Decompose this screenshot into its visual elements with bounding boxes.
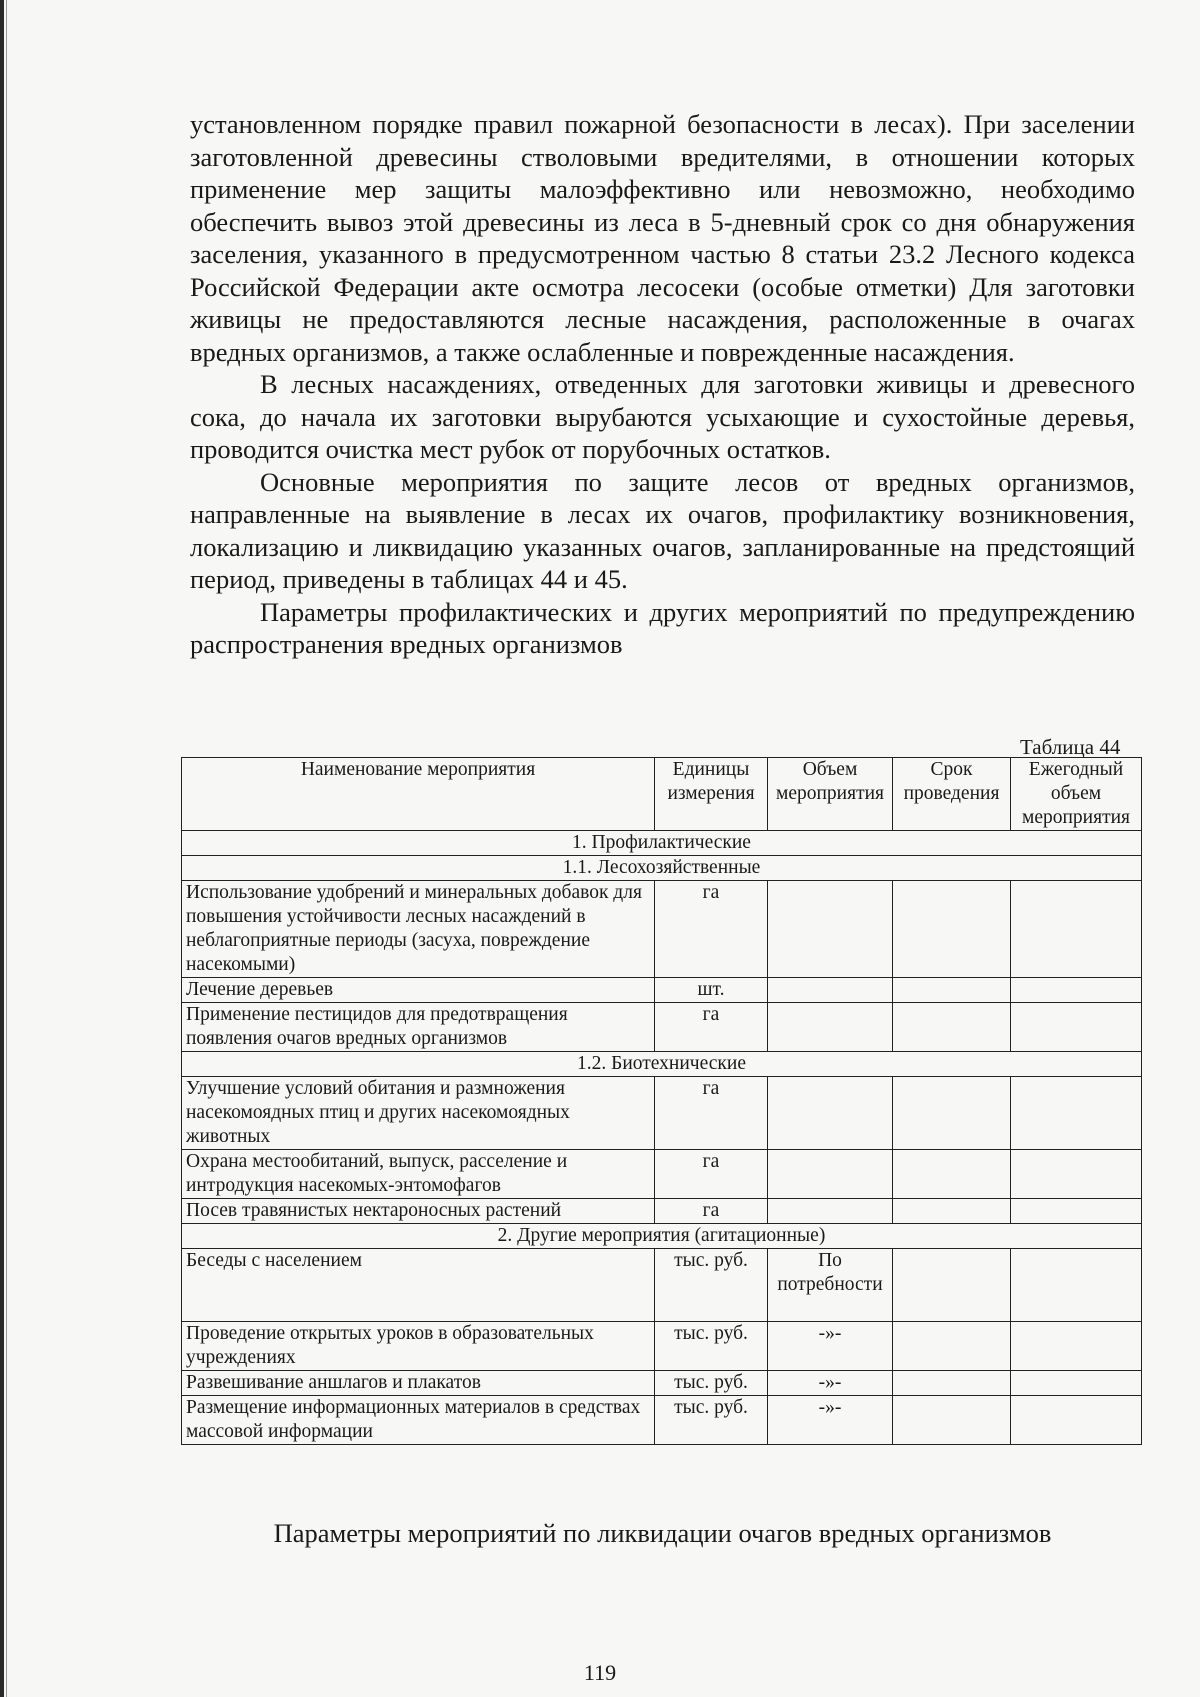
row-unit: тыс. руб. — [655, 1322, 768, 1371]
row-unit: тыс. руб. — [655, 1249, 768, 1322]
paragraph-2: В лесных насаждениях, отведенных для заготовки живицы и древесного сока, до начала их заготовки вырубаются усыхающие и сухостойные деревья, проводится очистка мест рубок от порубочных остатков. — [190, 369, 1135, 464]
row-term — [893, 978, 1011, 1003]
section-row — [182, 856, 1142, 881]
table-row — [182, 881, 1142, 978]
row-annual — [1011, 1371, 1142, 1396]
row-annual — [1011, 1249, 1142, 1322]
table-row — [182, 1003, 1142, 1052]
row-term — [893, 1199, 1011, 1224]
scan-edge — [0, 0, 4, 1697]
row-volume: -»- — [768, 1322, 893, 1371]
row-volume: По потребности — [768, 1249, 893, 1322]
section-1-2: 1.2. Биотехнические — [182, 1052, 1142, 1077]
row-name: Развешивание аншлагов и плакатов — [182, 1371, 655, 1396]
row-volume: -»- — [768, 1396, 893, 1445]
section-row — [182, 1052, 1142, 1077]
row-volume — [768, 1077, 893, 1150]
table-row — [182, 978, 1142, 1003]
row-name: Посев травянистых нектароносных растений — [182, 1199, 655, 1224]
row-name: Охрана местообитаний, выпуск, расселение и интродукция насекомых-энтомофагов — [182, 1150, 655, 1199]
row-unit: шт. — [655, 978, 768, 1003]
row-annual — [1011, 881, 1142, 978]
table-row — [182, 1249, 1142, 1322]
row-name: Лечение деревьев — [182, 978, 655, 1003]
row-unit: га — [655, 1150, 768, 1199]
row-volume — [768, 978, 893, 1003]
row-term — [893, 1396, 1011, 1445]
table-row — [182, 1371, 1142, 1396]
section-2: 2. Другие мероприятия (агитационные) — [182, 1224, 1142, 1249]
row-term — [893, 1371, 1011, 1396]
row-annual — [1011, 1003, 1142, 1052]
row-annual — [1011, 1199, 1142, 1224]
table-row — [182, 1077, 1142, 1150]
table-row — [182, 1396, 1142, 1445]
page-number: 119 — [583, 1660, 617, 1685]
table-header-row — [182, 758, 1142, 831]
row-annual — [1011, 1077, 1142, 1150]
table-row — [182, 1150, 1142, 1199]
row-volume: -»- — [768, 1371, 893, 1396]
row-volume — [768, 1199, 893, 1224]
row-volume — [768, 881, 893, 978]
section-1: 1. Профилактические — [182, 831, 1142, 856]
table-row — [182, 1322, 1142, 1371]
table-caption: Таблица 44 — [1020, 735, 1121, 759]
row-annual — [1011, 1396, 1142, 1445]
row-annual — [1011, 1150, 1142, 1199]
row-term — [893, 1003, 1011, 1052]
row-name: Улучшение условий обитания и размножения насекомоядных птиц и других насекомоядных животных — [182, 1077, 655, 1150]
header-name: Наименование мероприятия — [182, 758, 655, 831]
section-row — [182, 831, 1142, 856]
row-volume — [768, 1150, 893, 1199]
row-unit: тыс. руб. — [655, 1371, 768, 1396]
row-unit: тыс. руб. — [655, 1396, 768, 1445]
row-unit: га — [655, 881, 768, 978]
table-row — [182, 1199, 1142, 1224]
table-44 — [181, 757, 1141, 1445]
header-term: Срок проведения — [893, 758, 1011, 831]
row-name: Беседы с населением — [182, 1249, 655, 1322]
row-unit: га — [655, 1199, 768, 1224]
row-term — [893, 1077, 1011, 1150]
row-unit: га — [655, 1077, 768, 1150]
row-name: Применение пестицидов для предотвращения появления очагов вредных организмов — [182, 1003, 655, 1052]
paragraph-1: установленном порядке правил пожарной безопасности в лесах). При заселении заготовленной древесины стволовыми вредителями, в отношении которых применение мер защиты малоэффективно или невозможно, необходимо обеспечить вывоз этой древесины из леса в 5-дневный срок со дня обнаружения заселения, указанного в предусмотренном частью 8 статьи 23.2 Лесного кодекса Российской Федерации акте осмотра лесосеки (особые отметки) Для заготовки живицы не предоставляются лесные насаждения, расположенные в очагах вредных организмов, а также ослабленные и поврежденные насаждения. — [190, 109, 1135, 367]
row-name: Размещение информационных материалов в средствах массовой информации — [182, 1396, 655, 1445]
header-unit: Единицы измерения — [655, 758, 768, 831]
row-term — [893, 1322, 1011, 1371]
row-term — [893, 1150, 1011, 1199]
section-row — [182, 1224, 1142, 1249]
header-volume: Объем мероприятия — [768, 758, 893, 831]
row-name: Использование удобрений и минеральных добавок для повышения устойчивости лесных насаждений в неблагоприятные периоды (засуха, повреждение насекомыми) — [182, 881, 655, 978]
scan-edge-line — [6, 0, 7, 1697]
row-term — [893, 881, 1011, 978]
row-term — [893, 1249, 1011, 1322]
row-unit: га — [655, 1003, 768, 1052]
section-1-1: 1.1. Лесохозяйственные — [182, 856, 1142, 881]
header-annual: Ежегодный объем мероприятия — [1011, 758, 1142, 831]
row-annual — [1011, 1322, 1142, 1371]
paragraph-3: Основные мероприятия по защите лесов от вредных организмов, направленные на выявление в лесах их очагов, профилактику возникновения, локализацию и ликвидацию указанных очагов, запланированные на предстоящий период, приведены в таблицах 44 и 45. — [190, 466, 1135, 594]
table-title: Параметры профилактических и других мероприятий по предупреждению распространения вредных организмов — [190, 596, 1135, 659]
body-text — [190, 108, 1135, 661]
table-45-title: Параметры мероприятий по ликвидации очагов вредных организмов — [273, 1518, 1052, 1548]
row-name: Проведение открытых уроков в образовательных учреждениях — [182, 1322, 655, 1371]
row-volume — [768, 1003, 893, 1052]
row-annual — [1011, 978, 1142, 1003]
